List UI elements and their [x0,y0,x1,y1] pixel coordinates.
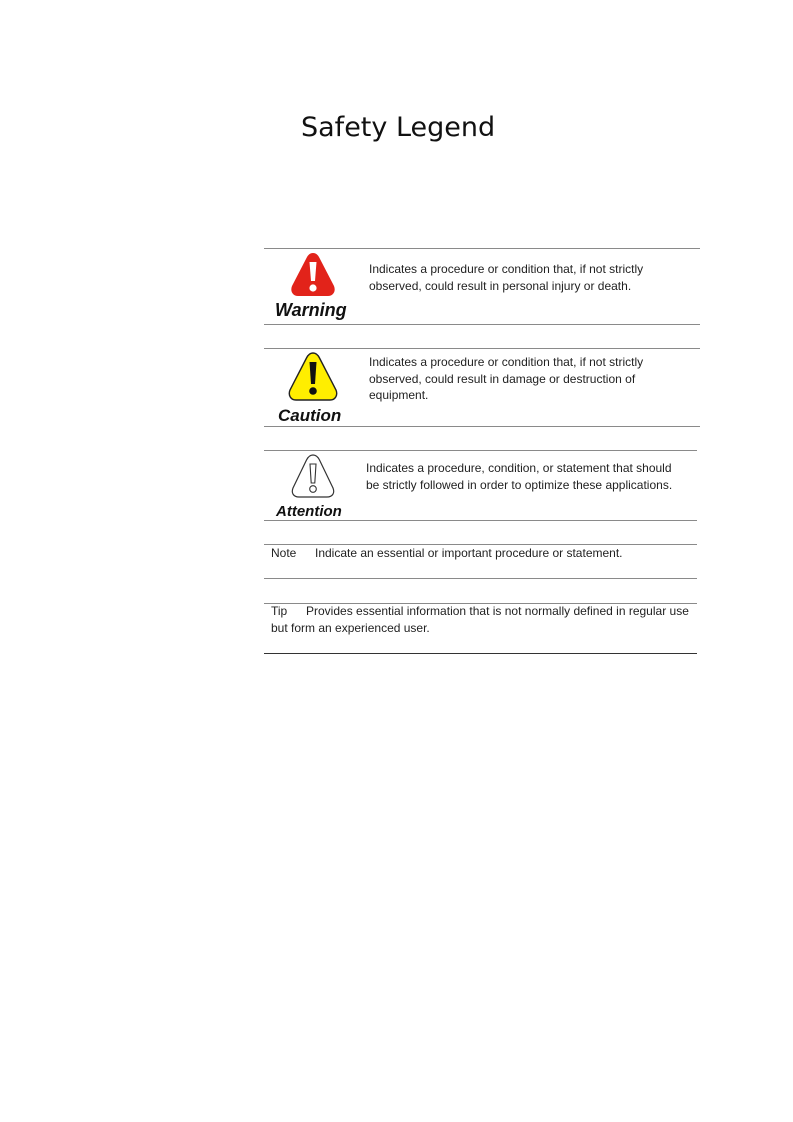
attention-icon [289,452,337,500]
warning-icon [288,250,338,300]
attention-description: Indicates a procedure, condition, or statement that should be strictly followed in order to optimize these applications. [366,461,673,492]
page-title: Safety Legend [301,112,496,143]
divider [264,426,700,427]
divider [264,450,697,451]
attention-label: Attention [276,503,342,520]
divider [264,653,697,654]
tip-description: Provides essential information that is not normally defined in regular use but form an experienced user. [271,604,689,635]
warning-label: Warning [275,300,347,320]
divider [264,578,697,579]
caution-icon [286,350,340,404]
caution-description: Indicates a procedure or condition that, if not strictly observed, could result in damage or destruction of equipment. [369,355,644,402]
divider [264,520,697,521]
caution-label: Caution [278,406,342,425]
note-key: Note [271,546,297,560]
divider [264,324,700,325]
divider [264,348,700,349]
divider [264,248,700,249]
warning-description: Indicates a procedure or condition that, if not strictly observed, could result in personal injury or death. [369,262,644,293]
note-description: Indicate an essential or important procedure or statement. [315,546,623,560]
tip-key: Tip [271,604,288,618]
